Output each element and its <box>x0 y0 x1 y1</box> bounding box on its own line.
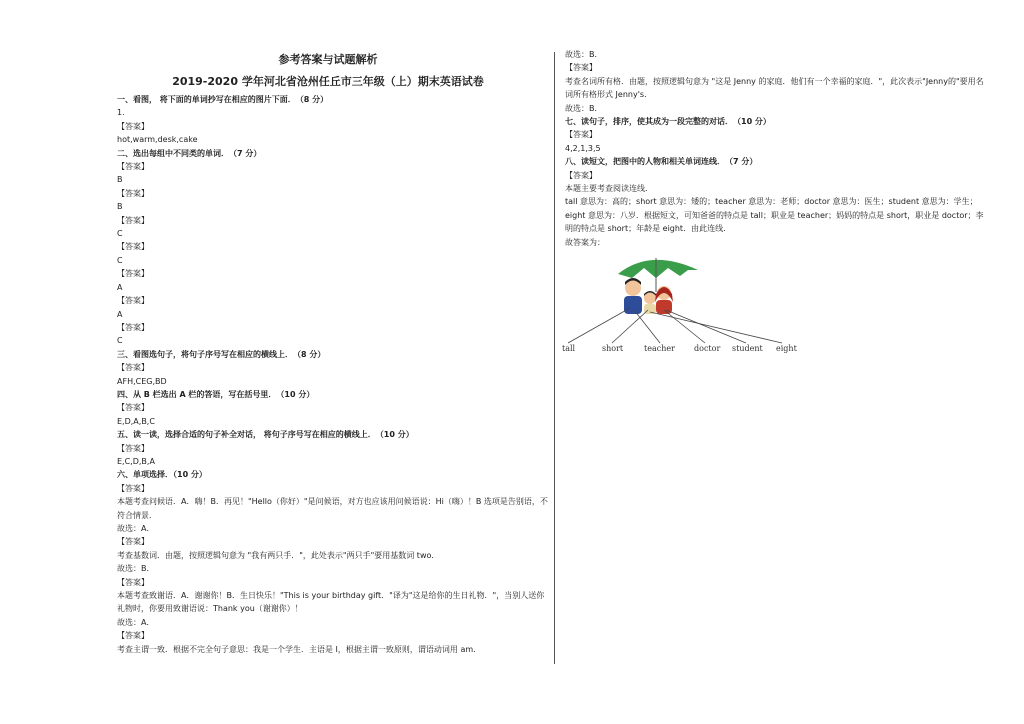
answer-label: 【答案】 <box>117 188 149 198</box>
explanation-text: 本题主要考查阅读连线． <box>565 184 653 194</box>
answer-text: C <box>117 229 123 239</box>
explanation-text: tall 意思为：高的；short 意思为：矮的；teacher 意思为：老师；doctor 意思为：医生；student 意思为：学生；eight 意思为：八岁．根据短文，可知爸爸的特点是 tall；职业是 teacher；妈妈的特点是 short，职业是 doctor；李明的特点是 short；年龄是 eight．由此连线． <box>565 197 984 234</box>
result-text: 故答案为： <box>565 237 605 247</box>
word-eight: eight <box>776 344 797 353</box>
word-short: short <box>602 344 624 353</box>
answer-label: 【答案】 <box>117 483 149 493</box>
family-matching-figure <box>560 250 810 360</box>
left-column <box>117 52 549 656</box>
answer-label: 【答案】 <box>565 130 597 140</box>
father-figure <box>624 278 642 314</box>
answer-text: C <box>117 255 123 265</box>
choice-text: 故选：B． <box>565 103 603 113</box>
question-number: 1. <box>117 108 125 118</box>
answer-text: hot,warm,desk,cake <box>117 135 198 145</box>
word-teacher: teacher <box>644 344 675 353</box>
answer-text: E,D,A,B,C <box>117 416 155 426</box>
choice-text: 故选：B． <box>117 564 155 574</box>
answer-text: A <box>117 282 123 292</box>
answer-label: 【答案】 <box>117 403 149 413</box>
answer-label: 【答案】 <box>117 537 149 547</box>
answer-label: 【答案】 <box>565 170 597 180</box>
section-5-heading: 五、读一读，选择合适的句子补全对话， 将句子序号写在相应的横线上． （10 分） <box>117 430 414 440</box>
answer-text: AFH,CEG,BD <box>117 376 167 386</box>
answer-label: 【答案】 <box>117 121 149 131</box>
word-student: student <box>732 344 763 353</box>
answer-text: C <box>117 336 123 346</box>
section-2-heading: 二、选出每组中不同类的单词． （7 分） <box>117 148 262 158</box>
answer-label: 【答案】 <box>117 296 149 306</box>
answer-label: 【答案】 <box>117 443 149 453</box>
answer-text: 4,2,1,3,5 <box>565 143 601 153</box>
section-4-heading: 四、从 B 栏选出 A 栏的答语，写在括号里． （10 分） <box>117 389 315 399</box>
answer-label: 【答案】 <box>117 363 149 373</box>
answer-label: 【答案】 <box>117 577 149 587</box>
answer-label: 【答案】 <box>117 242 149 252</box>
child-figure <box>644 291 656 314</box>
right-column <box>565 48 985 249</box>
section-1-heading: 一、看图， 将下面的单词抄写在相应的图片下面． （8 分） <box>117 95 329 104</box>
section-3-heading: 三、看图选句子，将句子序号写在相应的横线上． （8 分） <box>117 349 326 359</box>
choice-text: 故选：A． <box>117 617 155 627</box>
section-6-heading: 六、单项选择．（10 分） <box>117 470 207 480</box>
answer-text: B <box>117 175 123 185</box>
page-title: 参考答案与试题解析 <box>278 53 378 66</box>
answer-label: 【答案】 <box>117 631 149 641</box>
choice-text: 故选：B． <box>565 50 603 59</box>
explanation-text: 本题考查致谢语．A．谢谢你！B．生日快乐！"This is your birthday gift．"译为"这是给你的生日礼物．"，当别人送你礼物时，你要用致谢语说：Thank you（谢谢你）！ <box>117 591 545 614</box>
mother-figure <box>655 286 673 314</box>
section-8-heading: 八、读短文，把图中的人物和相关单词连线． （7 分） <box>565 157 758 167</box>
explanation-text: 考查基数词．由题，按照逻辑句意为 "我有两只手．"，此处表示"两只手"要用基数词 two． <box>117 550 440 560</box>
answer-text: B <box>117 202 123 212</box>
word-tall: tall <box>562 344 576 353</box>
answer-label: 【答案】 <box>117 322 149 332</box>
column-divider <box>554 52 555 664</box>
word-doctor: doctor <box>694 344 721 353</box>
answer-label: 【答案】 <box>117 162 149 172</box>
choice-text: 故选：A． <box>117 524 155 533</box>
section-7-heading: 七、读句子，排序，使其成为一段完整的对话． （10 分） <box>565 117 771 127</box>
explanation-text: 本题考查问候语．A．嗨！B．再见！"Hello（你好）"是问候语，对方也应该用问候语说：Hi（嗨）！B 选项是告别语，不符合情景． <box>117 497 548 520</box>
matching-lines <box>568 308 782 343</box>
explanation-text: 考查名词所有格．由题，按照逻辑句意为 "这是 Jenny 的家庭．他们有一个幸福的家庭．"，此次表示"Jenny的"要用名词所有格形式 Jenny's． <box>565 76 984 100</box>
answer-label: 【答案】 <box>117 269 149 279</box>
answer-text: E,C,D,B,A <box>117 456 155 466</box>
answer-label: 【答案】 <box>565 63 597 73</box>
answer-label: 【答案】 <box>117 215 149 225</box>
explanation-text: 考查主谓一致．根据不完全句子意思：我是一个学生．主语是 I，根据主谓一致原则，谓语动词用 am． <box>117 644 482 654</box>
answer-text: A <box>117 309 123 319</box>
exam-title: 2019-2020 学年河北省沧州任丘市三年级（上）期末英语试卷 <box>172 75 484 88</box>
